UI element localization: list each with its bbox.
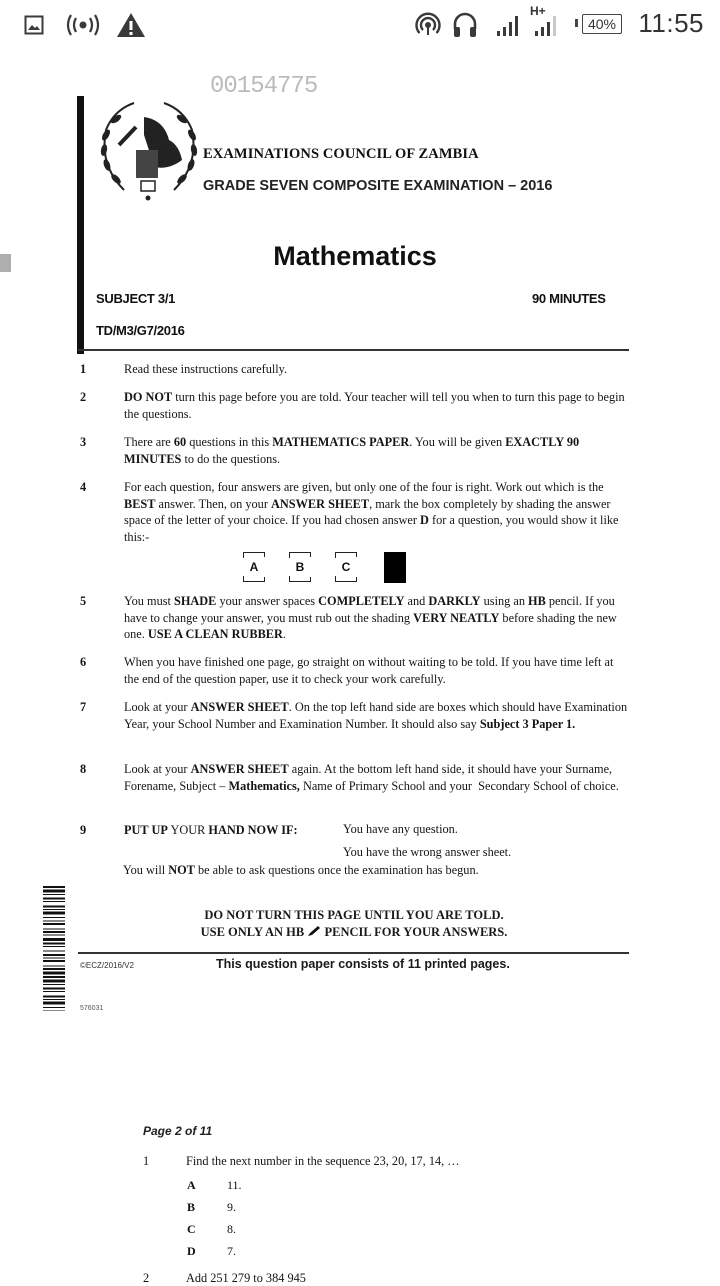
answer-box-b: [289, 552, 311, 582]
barcode-stripe: [43, 966, 65, 967]
copyright: ©ECZ/2016/V2: [80, 961, 134, 970]
instruction-text: Look at your ANSWER SHEET again. At the bottom left hand side, it should have your Surname, Forename, Subject – Mathematics, Name of Primary School and your Secondary School of choice.: [124, 762, 619, 793]
exam-name: GRADE SEVEN COMPOSITE EXAMINATION – 2016: [203, 178, 553, 194]
barcode-stripe: [43, 929, 65, 930]
barcode-stripe: [43, 921, 65, 922]
warning-line-2-pre: USE ONLY AN HB: [200, 925, 305, 939]
option-letter: B: [187, 1200, 196, 1214]
barcode-stripe: [43, 988, 65, 990]
instruction-number: 6: [80, 655, 87, 669]
barcode-stripe: [43, 923, 65, 925]
signal-icon: [496, 10, 522, 40]
warning-line-1: DO NOT TURN THIS PAGE UNTIL YOU ARE TOLD.: [204, 908, 504, 922]
hotspot-icon: [64, 10, 102, 40]
barcode-stripe: [43, 984, 65, 985]
left-margin-bar: [77, 96, 84, 354]
barcode-stripe: [43, 943, 65, 945]
instruction-number: 5: [80, 594, 87, 608]
headphones-icon: [452, 10, 478, 40]
instruction-text: You must SHADE your answer spaces COMPLETELY and DARKLY using an HB pencil. If you have to change your answer, you must rub out the shading VERY NEATLY before shading the new one. USE A CLEAN RUBBER.: [124, 594, 617, 641]
instruction-5: [80, 593, 630, 643]
barcode-stripe: [43, 1011, 65, 1012]
exam-duration: 90 MINUTES: [532, 291, 606, 306]
subject-title: Mathematics: [273, 241, 437, 271]
barcode-stripe: [43, 991, 65, 992]
barcode-stripe: [43, 1002, 65, 1005]
condition-1: You have any question.: [343, 822, 458, 836]
barcode-stripe: [43, 951, 65, 952]
warning-line-2-post: PENCIL FOR YOUR ANSWERS.: [324, 925, 508, 939]
instruction-text: Look at your ANSWER SHEET. On the top left hand side are boxes which should have Examination Year, your School Number and Examination Number. It should also say Subject 3 Paper 1.: [124, 700, 628, 731]
question-number: 2: [143, 1271, 150, 1285]
barcode-stripe: [43, 906, 65, 908]
gallery-icon: [24, 10, 44, 40]
serial-number: 00154775: [210, 73, 318, 100]
wifi-cast-icon: [415, 10, 441, 40]
instruction-4: [80, 479, 630, 545]
answer-box-label: A: [249, 560, 259, 574]
answer-box-d-shaded: [384, 552, 406, 583]
instruction-text: For each question, four answers are given, but only one of the four is right. Work out which is the BEST answer. Then, on your ANSWER SHEET, mark the box completely by shading the answer space of the letter of your choice. If you had chosen answer D for a question, you would show it like this:-: [124, 480, 619, 544]
instruction-6: [80, 654, 630, 687]
instruction-number: 7: [80, 700, 87, 714]
instruction-number: 3: [80, 435, 87, 449]
option-value: 11.: [227, 1178, 242, 1192]
warning-line-2: [80, 925, 628, 940]
barcode-stripe: [43, 958, 65, 959]
barcode-stripe: [43, 894, 65, 895]
barcode-stripe: [43, 938, 65, 941]
barcode-stripe: [43, 901, 65, 902]
barcode-stripe: [43, 917, 65, 918]
barcode-stripe: [43, 890, 65, 893]
barcode-stripe: [43, 912, 65, 915]
question-text: Add 251 279 to 384 945: [186, 1271, 306, 1285]
barcode-stripe: [43, 954, 65, 956]
barcode-stripe: [43, 1007, 65, 1008]
instruction-3: [80, 434, 630, 467]
document-code: 576031: [80, 1005, 104, 1012]
option-value: 7.: [227, 1244, 236, 1258]
pencil-icon: [307, 925, 324, 939]
instruction-number: 9: [80, 823, 87, 837]
barcode-stripe: [43, 909, 65, 910]
barcode-stripe: [43, 999, 65, 1000]
barcode-stripe: [43, 898, 65, 900]
barcode-stripe: [43, 931, 65, 933]
barcode-stripe: [43, 980, 65, 983]
answer-box-c: [335, 552, 357, 582]
option-letter: D: [187, 1244, 196, 1258]
signal-hplus-icon: [534, 10, 564, 40]
question-text: Find the next number in the sequence 23, 20, 17, 14, …: [186, 1154, 460, 1168]
page-label: Page 2 of 11: [143, 1124, 213, 1138]
barcode-stripe: [43, 976, 65, 978]
paper-code: TD/M3/G7/2016: [96, 323, 185, 338]
instruction-2: [80, 389, 630, 422]
organization-name: EXAMINATIONS COUNCIL OF ZAMBIA: [203, 146, 479, 162]
barcode-stripe: [43, 972, 65, 975]
clock: 11:55: [638, 8, 704, 38]
instruction-text: DO NOT turn this page before you are told. Your teacher will tell you when to turn this page to begin the questions.: [124, 390, 625, 421]
instruction-1: [80, 361, 630, 378]
instruction-number: 2: [80, 390, 87, 404]
barcode-stripe: [43, 935, 65, 936]
instruction-8: [80, 761, 630, 794]
option-value: 9.: [227, 1200, 236, 1214]
pages-note: This question paper consists of 11 printed pages.: [216, 957, 510, 971]
barcode-stripe: [43, 960, 65, 962]
warning-icon: [116, 10, 146, 40]
instruction-text: There are 60 questions in this MATHEMATICS PAPER. You will be given EXACTLY 90 MINUTES to do the questions.: [124, 435, 580, 466]
instruction-text: Read these instructions carefully.: [124, 362, 288, 376]
battery-indicator: 40%: [582, 14, 622, 34]
subject-code: SUBJECT 3/1: [96, 291, 176, 306]
instruction-number: 8: [80, 762, 87, 776]
instruction-7: [80, 699, 630, 732]
instruction-text: When you have finished one page, go straight on without waiting to be told. If you have time left at the end of the question paper, use it to check your work carefully.: [124, 655, 614, 686]
ecz-logo: [94, 95, 204, 205]
instruction-number: 4: [80, 480, 87, 494]
barcode-stripe: [43, 996, 65, 998]
footer-divider: [78, 952, 629, 954]
instruction-number: 1: [80, 362, 87, 376]
option-letter: C: [187, 1222, 196, 1236]
instruction-label: PUT UP YOUR HAND NOW IF:: [124, 823, 298, 837]
barcode-stripe: [43, 946, 65, 947]
no-questions-note: You will NOT be able to ask questions once the examination has begun.: [123, 863, 479, 877]
status-bar: [0, 0, 720, 50]
network-type: H+: [530, 4, 546, 18]
answer-box-label: B: [295, 560, 305, 574]
condition-2: You have the wrong answer sheet.: [343, 845, 512, 859]
header-divider: [78, 349, 629, 351]
barcode: [43, 886, 65, 1011]
battery-nub: [575, 19, 578, 27]
answer-box-label: C: [341, 560, 351, 574]
option-value: 8.: [227, 1222, 236, 1236]
barcode-stripe: [43, 968, 65, 970]
option-letter: A: [187, 1178, 196, 1192]
answer-box-a: [243, 552, 265, 582]
question-number: 1: [143, 1154, 150, 1168]
barcode-stripe: [43, 886, 65, 888]
